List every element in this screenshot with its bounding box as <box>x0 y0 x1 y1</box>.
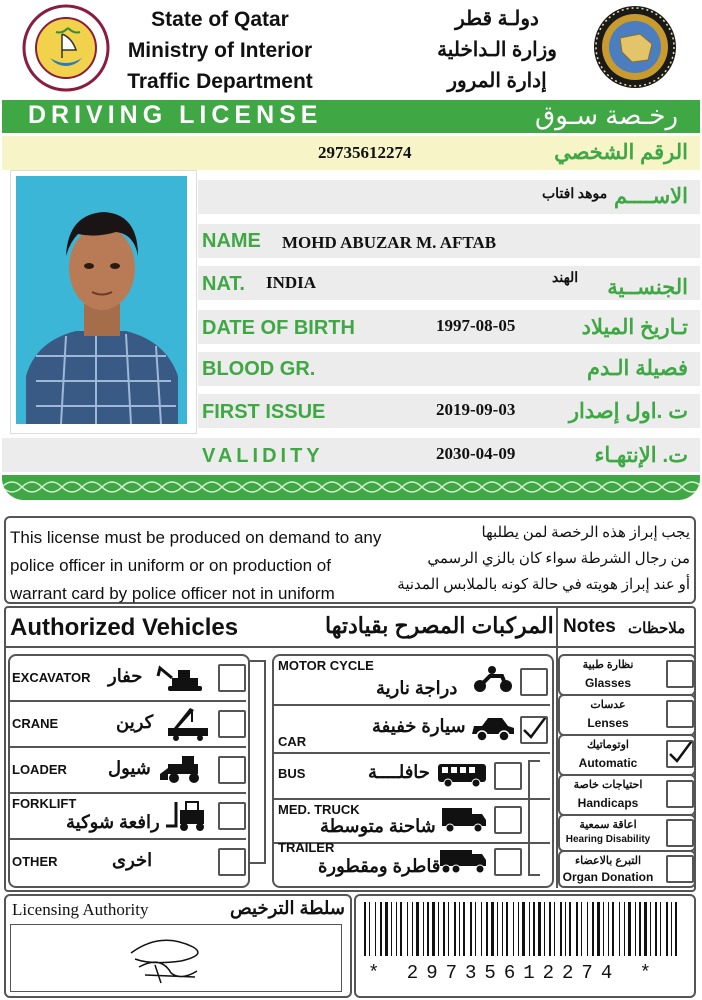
vehicle-checkbox-forklift[interactable] <box>218 802 246 830</box>
barcode-bar <box>549 902 551 956</box>
barcode-bar <box>554 902 555 956</box>
notice-ar-line1: يجب إبراز هذه الرخصة لمن يطلبها <box>481 525 690 541</box>
motorcycle-icon <box>472 664 514 694</box>
vehicle-row-medtruck <box>272 798 550 844</box>
left-vehicles-list <box>8 654 246 884</box>
note-checkbox-lenses[interactable] <box>666 700 694 728</box>
vehicle-label: MOTOR CYCLE <box>278 658 374 673</box>
authority-label-ar: سلطة الترخيص <box>230 898 345 918</box>
person-silhouette-icon <box>16 176 187 424</box>
vehicle-label: MED. TRUCK <box>278 802 360 817</box>
notice-en-line2: police officer in uniform or on production of <box>10 556 331 575</box>
header-state: State of Qatar <box>151 8 289 31</box>
signature-drawing <box>11 925 341 991</box>
title-arabic: رخـصة سـوق <box>535 100 678 130</box>
validity-label: VALIDITY <box>202 445 324 467</box>
barcode-bar <box>529 902 530 956</box>
note-label: Organ Donation <box>562 870 654 884</box>
bus-icon <box>436 762 488 788</box>
personal-no-label-ar: الرقم الشخصي <box>554 141 688 164</box>
barcode-bar <box>364 902 366 956</box>
vehicle-row-excavator <box>8 654 246 702</box>
barcode-bar <box>391 902 392 956</box>
note-checkbox-organ-donation[interactable] <box>666 855 694 883</box>
barcode-bar <box>603 902 604 956</box>
note-label-ar: احتياجات خاصة <box>573 779 643 791</box>
note-row-lenses <box>558 694 696 736</box>
note-row-organ-donation <box>558 850 696 888</box>
vehicle-checkbox-crane[interactable] <box>218 710 246 738</box>
barcode-image <box>364 902 684 956</box>
note-label: Handicaps <box>577 796 639 810</box>
notice-ar-line3: أو عند إبراز هويته في حالة كونه بالملابس المدنية <box>397 577 690 593</box>
barcode-bar <box>380 902 382 956</box>
barcode-bar <box>491 902 494 956</box>
loader-icon <box>158 754 212 784</box>
note-row-glasses <box>558 654 696 696</box>
vehicle-label-ar: حافلــــة <box>368 762 430 782</box>
note-checkbox-hearing[interactable] <box>666 819 694 847</box>
notice-en-line1: This license must be produced on demand to any <box>10 528 382 547</box>
notice-ar-line2: من رجال الشرطة سواء كان بالزي الرسمي <box>427 551 690 567</box>
barcode-bar <box>438 902 439 956</box>
header-department: Traffic Department <box>127 70 313 93</box>
vehicle-label-ar: دراجة نارية <box>376 678 458 698</box>
barcode-bar <box>587 902 588 956</box>
vehicle-label: TRAILER <box>278 840 335 855</box>
blood-label: BLOOD GR. <box>202 358 316 380</box>
note-label: Hearing Disability <box>565 834 651 845</box>
barcode-bar <box>486 902 488 956</box>
barcode-bar <box>463 902 465 956</box>
barcode-bar <box>459 902 460 956</box>
barcode-bar <box>375 902 376 956</box>
dob-value: 1997-08-05 <box>436 316 516 335</box>
gcc-emblem-logo <box>592 4 678 90</box>
crane-icon <box>164 706 212 742</box>
barcode-bar <box>470 902 472 956</box>
vehicle-row-bus <box>272 752 550 800</box>
bracket-divider-right <box>528 760 540 876</box>
first-issue-label-ar: ت .اول إصدار <box>568 400 688 423</box>
barcode-bar <box>560 902 562 956</box>
forklift-icon <box>164 800 212 832</box>
note-row-hearing <box>558 814 696 852</box>
barcode-bar <box>650 902 651 956</box>
barcode-bar <box>518 902 519 956</box>
barcode-bar <box>628 902 631 956</box>
barcode-bar <box>635 902 636 956</box>
note-label: Automatic <box>578 756 638 770</box>
qatar-emblem-logo <box>22 4 110 92</box>
barcode-bar <box>576 902 578 956</box>
dob-label: DATE OF BIRTH <box>202 317 355 339</box>
name-ar-value: موهد افتاب <box>542 187 608 202</box>
vehicles-title-divider <box>4 646 558 648</box>
name-label-ar: الاســــم <box>614 185 688 208</box>
note-label: Glasses <box>584 676 632 690</box>
barcode-bar <box>624 902 625 956</box>
vehicle-row-car <box>272 704 550 754</box>
vehicles-title-ar: المركبات المصرح بقيادتها <box>325 613 554 638</box>
right-vehicles-list <box>272 654 550 884</box>
checkmark-icon <box>522 718 546 742</box>
barcode-bar <box>497 902 498 956</box>
header-english <box>110 4 330 97</box>
header-ministry: Ministry of Interior <box>127 39 313 62</box>
excavator-icon <box>156 664 210 692</box>
barcode-bar <box>412 902 413 956</box>
notes-title-divider <box>556 646 694 648</box>
authority-label: Licensing Authority <box>12 900 149 919</box>
nationality-value-ar: الهند <box>552 271 579 286</box>
vehicle-label-ar: اخرى <box>112 850 153 870</box>
vehicle-checkbox-other[interactable] <box>218 848 246 876</box>
barcode-bar <box>400 902 402 956</box>
vehicle-label-ar: حفار <box>108 666 143 686</box>
vehicle-row-loader <box>8 746 246 794</box>
header-arabic <box>422 4 572 97</box>
notes-list <box>558 654 692 886</box>
barcode-bar <box>612 902 614 956</box>
barcode-bar <box>619 902 620 956</box>
note-label-ar: عدسات <box>590 699 626 711</box>
barcode-bar <box>423 902 424 956</box>
bracket-divider <box>250 660 266 864</box>
vehicle-row-motorcycle <box>272 654 550 706</box>
vehicle-label: CRANE <box>12 716 59 731</box>
signature-area <box>10 924 342 992</box>
header-ar-department: إدارة المرور <box>447 70 547 92</box>
barcode-bar <box>675 902 677 956</box>
vehicle-checkbox-bus[interactable] <box>494 762 522 790</box>
barcode-bar <box>639 902 641 956</box>
barcode-bar <box>369 902 370 956</box>
notice-english <box>10 524 390 608</box>
barcode-bar <box>481 902 482 956</box>
barcode-number: * 29735612274 * <box>368 962 660 984</box>
vehicle-label: LOADER <box>12 762 67 777</box>
vehicle-checkbox-car[interactable] <box>520 716 548 744</box>
barcode-bar <box>597 902 600 956</box>
barcode-bar <box>448 902 449 956</box>
vehicle-checkbox-excavator[interactable] <box>218 664 246 692</box>
validity-label-ar: ت. الإنتهـاء <box>594 444 688 467</box>
name-value: MOHD ABUZAR M. AFTAB <box>282 233 497 252</box>
barcode-bar <box>454 902 456 956</box>
barcode-bar <box>443 902 445 956</box>
truck-icon <box>440 806 488 834</box>
barcode-bar <box>396 902 397 956</box>
title-english: DRIVING LICENSE <box>28 101 323 129</box>
barcode-bar <box>565 902 566 956</box>
barcode-bar <box>475 902 476 956</box>
barcode-bar <box>432 902 435 956</box>
dob-label-ar: تـاريخ الميلاد <box>581 316 688 339</box>
vehicle-label: EXCAVATOR <box>12 670 91 685</box>
notes-title-ar: ملاحظات <box>628 620 686 637</box>
notice-arabic <box>380 520 690 598</box>
vehicle-row-other <box>8 838 246 884</box>
vehicle-label: CAR <box>278 734 307 749</box>
trailer-icon <box>438 848 488 876</box>
checkmark-icon <box>668 742 692 766</box>
barcode-bar <box>538 902 541 956</box>
vehicles-title-en: Authorized Vehicles <box>10 614 239 641</box>
first-issue-label: FIRST ISSUE <box>202 401 326 423</box>
note-label: Lenses <box>587 716 629 730</box>
vehicle-checkbox-trailer[interactable] <box>494 848 522 876</box>
note-label-ar: اوتوماتيك <box>586 739 629 751</box>
barcode-bar <box>569 902 571 956</box>
vehicle-label-ar: شيول <box>108 758 151 778</box>
barcode-bar <box>513 902 514 956</box>
holder-photo <box>16 176 187 424</box>
nationality-label-ar: الجنســية <box>607 276 688 299</box>
barcode-bar <box>644 902 647 956</box>
barcode-bar <box>581 902 582 956</box>
vehicle-row-trailer <box>272 842 550 884</box>
note-row-handicaps <box>558 774 696 816</box>
barcode-bar <box>660 902 661 956</box>
vehicle-label: OTHER <box>12 854 58 869</box>
barcode-bar <box>592 902 594 956</box>
vehicle-label-ar: سيارة خفيفة <box>372 716 466 736</box>
barcode-bar <box>427 902 429 956</box>
header-ar-ministry: وزارة الـداخلية <box>437 39 557 61</box>
vehicle-label: BUS <box>278 766 306 781</box>
note-label-ar: نظارة طبية <box>582 659 634 671</box>
vehicle-label-ar: كرين <box>116 712 154 732</box>
name-label: NAME <box>202 230 261 252</box>
barcode-bar <box>533 902 535 956</box>
barcode-bar <box>502 902 503 956</box>
vehicle-row-crane <box>8 700 246 748</box>
barcode-bar <box>544 902 545 956</box>
note-checkbox-handicaps[interactable] <box>666 780 694 808</box>
vehicle-label: FORKLIFT <box>12 796 77 811</box>
personal-no-value: 29735612274 <box>318 143 412 162</box>
barcode-bar <box>655 902 657 956</box>
note-label-ar: اعاقة سمعية <box>579 819 637 831</box>
notice-en-line3: warrant card by police officer not in uniform <box>10 584 335 603</box>
barcode-bar <box>506 902 508 956</box>
vehicle-checkbox-medtruck[interactable] <box>494 806 522 834</box>
header-ar-state: دولـة قطر <box>455 8 539 30</box>
nationality-label: NAT. <box>202 273 245 295</box>
barcode-bar <box>671 902 672 956</box>
barcode-bar <box>666 902 668 956</box>
license-front <box>2 0 700 500</box>
vehicle-checkbox-motorcycle[interactable] <box>520 668 548 696</box>
note-row-automatic <box>558 734 696 776</box>
vehicle-checkbox-loader[interactable] <box>218 756 246 784</box>
notes-title-en: Notes <box>563 616 616 637</box>
vehicle-label-ar: قاطرة ومقطورة <box>318 856 441 876</box>
note-checkbox-automatic[interactable] <box>666 740 694 768</box>
vehicle-label-ar: شاحنة متوسطة <box>320 816 436 836</box>
barcode-bar <box>416 902 419 956</box>
note-label-ar: التبرع بالاعضاء <box>574 855 642 867</box>
validity-value: 2030-04-09 <box>436 444 516 463</box>
barcode-bar <box>385 902 388 956</box>
barcode-bar <box>407 902 408 956</box>
barcode-bar <box>522 902 525 956</box>
car-icon <box>470 716 516 742</box>
barcode-bar <box>608 902 609 956</box>
nationality-value: INDIA <box>266 273 317 292</box>
vehicle-label-ar: رافعة شوكية <box>66 812 160 832</box>
blood-label-ar: فصيلة الـدم <box>586 357 688 380</box>
first-issue-value: 2019-09-03 <box>436 400 516 419</box>
decorative-border-strip <box>2 475 700 500</box>
vehicle-row-forklift <box>8 792 246 840</box>
note-checkbox-glasses[interactable] <box>666 660 694 688</box>
